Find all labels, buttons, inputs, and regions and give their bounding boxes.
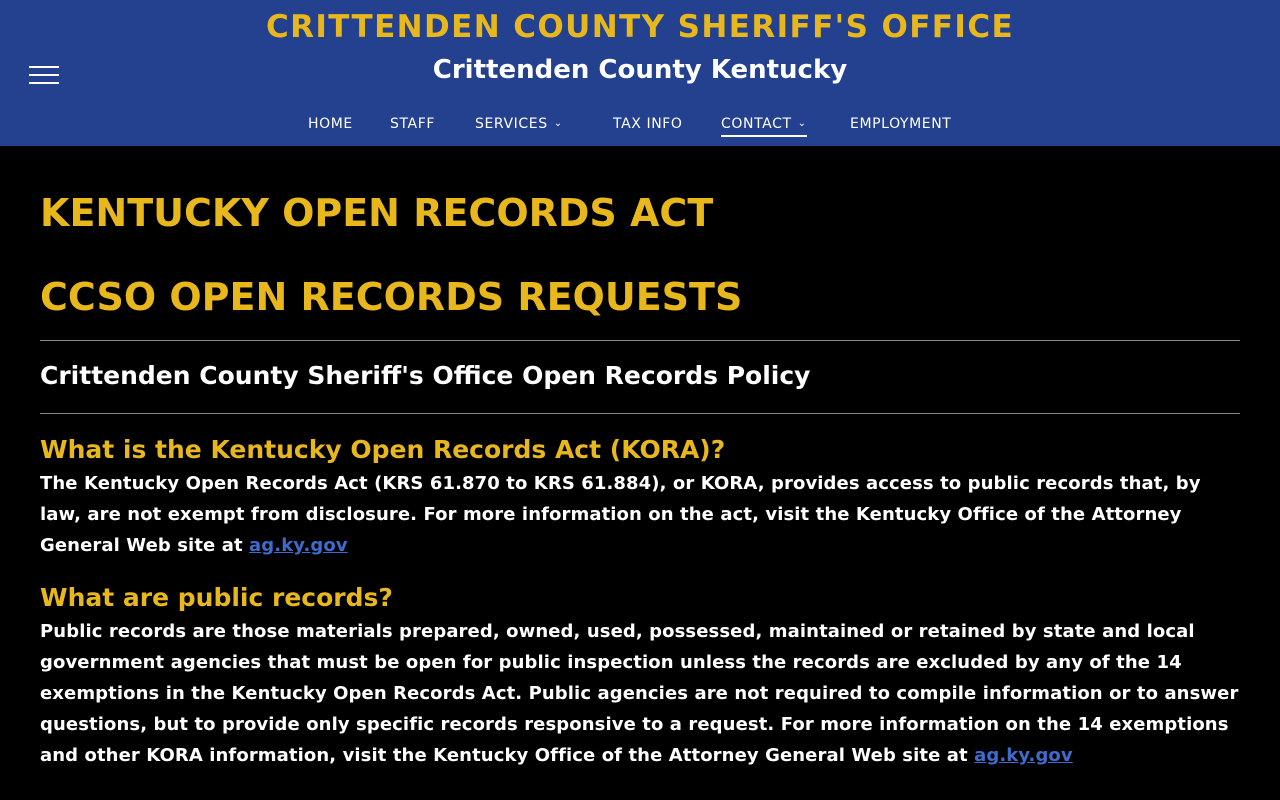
page-title: KENTUCKY OPEN RECORDS ACT <box>40 191 714 235</box>
ag-ky-gov-link[interactable]: ag.ky.gov <box>974 745 1073 766</box>
nav-item-label: STAFF <box>390 116 436 132</box>
chevron-down-icon: ⌄ <box>553 118 563 129</box>
site-subtitle: Crittenden County Kentucky <box>432 55 848 85</box>
nav-item-contact[interactable] <box>721 113 807 137</box>
nav-item-employment[interactable] <box>850 113 951 135</box>
nav-item-label: TAX INFO <box>613 116 683 132</box>
divider <box>40 413 1240 414</box>
policy-title: Crittenden County Sheriff's Office Open Records Policy <box>40 361 811 390</box>
nav-item-label: EMPLOYMENT <box>850 116 952 132</box>
nav-item-label: CONTACT <box>721 116 792 132</box>
nav-item-label: HOME <box>308 116 353 132</box>
chevron-down-icon: ⌄ <box>797 118 807 129</box>
public-records-text: Public records are those materials prepared, owned, used, possessed, maintained or retained by state and local government agencies that must be open for public inspection unless the records are excluded by any of the 14 exemptions in the Kentucky Open Records Act. Public agencies are not required to compile information or to answer questions, but to provide only specific records responsive to a request. For more information on the 14 exemptions and other KORA information, visit the Kentucky Office of the Attorney General Web site at <box>40 621 1239 766</box>
nav-item-services[interactable] <box>475 113 563 135</box>
nav-item-home[interactable] <box>308 113 353 135</box>
kora-text: The Kentucky Open Records Act (KRS 61.870 to KRS 61.884), or KORA, provides access to public records that, by law, are not exempt from disclosure. For more information on the act, visit the Kentucky Office of the Attorney General Web site at <box>40 473 1201 556</box>
ag-ky-gov-link[interactable]: ag.ky.gov <box>249 535 348 556</box>
section-title-requests: CCSO OPEN RECORDS REQUESTS <box>40 275 743 319</box>
kora-paragraph <box>40 468 1240 561</box>
divider <box>40 340 1240 341</box>
kora-heading: What is the Kentucky Open Records Act (KORA)? <box>40 435 726 464</box>
public-records-paragraph <box>40 616 1240 771</box>
nav-item-staff[interactable] <box>390 113 435 135</box>
nav-item-tax-info[interactable] <box>613 113 683 135</box>
site-header <box>0 0 1280 146</box>
site-title[interactable]: CRITTENDEN COUNTY SHERIFF'S OFFICE <box>265 9 1015 45</box>
nav-item-label: SERVICES <box>475 116 548 132</box>
main-nav <box>0 113 1280 141</box>
public-records-heading: What are public records? <box>40 583 393 612</box>
